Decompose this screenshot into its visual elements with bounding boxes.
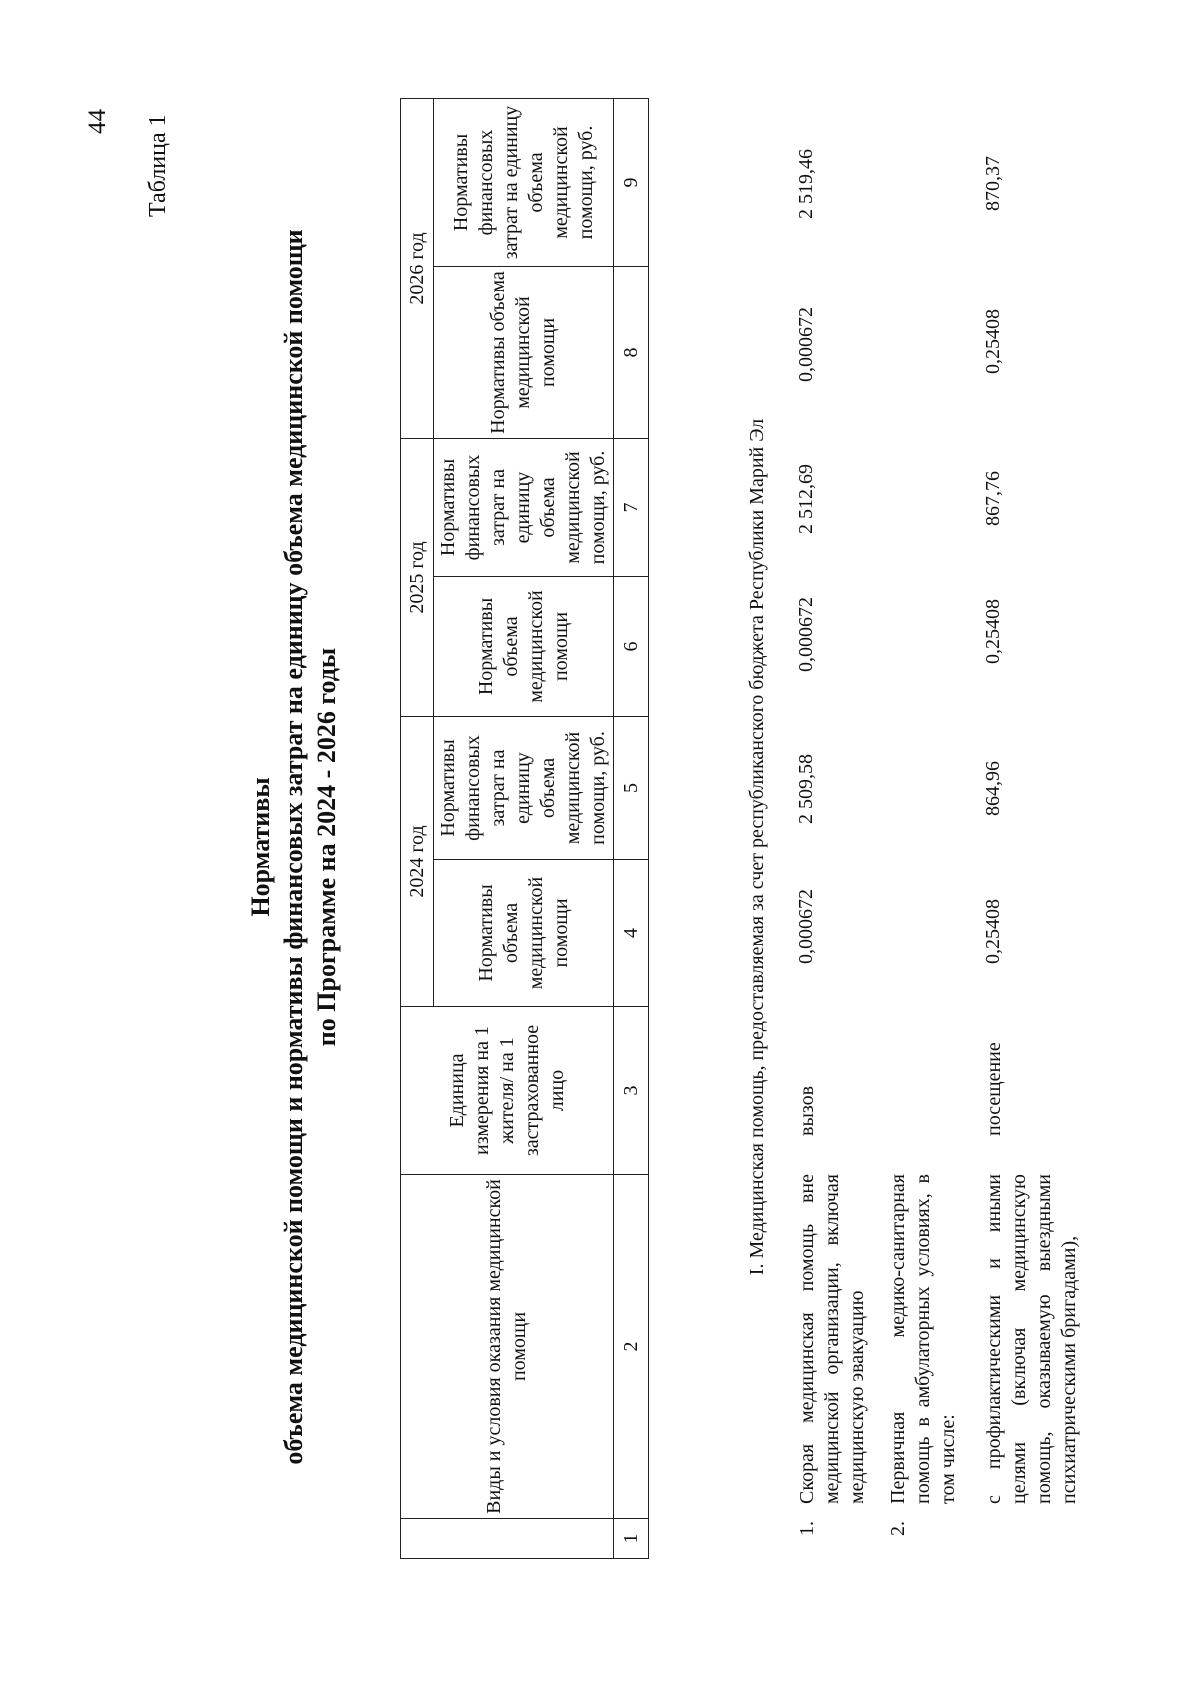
value-cost-2025: 867,76	[982, 471, 1004, 526]
value-volume-2024: 0,25408	[982, 899, 1004, 964]
value-cost-2025: 2 512,69	[795, 464, 817, 534]
value-volume-2025: 0,000672	[795, 597, 817, 672]
column-number: 8	[614, 267, 649, 439]
header-volume-2025: Нормативы объема медицинской помощи	[434, 577, 614, 717]
value-cost-2026: 870,37	[982, 156, 1004, 211]
norms-table-header	[400, 98, 649, 1559]
column-number: 2	[614, 1175, 649, 1519]
header-year-2025: 2025 год	[401, 439, 434, 717]
value-cost-2026: 2 519,46	[795, 149, 817, 219]
header-year-2026: 2026 год	[401, 99, 434, 439]
column-number: 4	[614, 860, 649, 1007]
value-cost-2024: 864,96	[982, 761, 1004, 816]
row-name: Первичная медико-санитарная помощь в амбулаторных условиях, в том числе:	[887, 1174, 959, 1504]
value-volume-2024: 0,000672	[795, 889, 817, 964]
page-number: 44	[84, 109, 111, 134]
column-number: 7	[614, 439, 649, 577]
column-number: 1	[614, 1519, 649, 1559]
row-number: 1.	[796, 1521, 818, 1536]
column-number: 3	[614, 1007, 649, 1175]
header-volume-2026: Нормативы объема медицинской помощи	[434, 267, 614, 439]
title-line-1: Нормативы	[246, 777, 275, 917]
table-label: Таблица 1	[145, 114, 171, 217]
column-number: 6	[614, 577, 649, 717]
header-cost-2025: Нормативы финансовых затрат на единицу объема медицинской помощи, руб.	[434, 439, 614, 577]
header-cost-2024: Нормативы финансовых затрат на единицу объема медицинской помощи, руб.	[434, 717, 614, 860]
header-kinds: Виды и условия оказания медицинской помощи	[401, 1175, 614, 1519]
value-volume-2026: 0,25408	[982, 309, 1004, 374]
header-year-2024: 2024 год	[401, 717, 434, 1007]
title-line-2: объема медицинской помощи и нормативы финансовых затрат на единицу объема медицинской помощи	[279, 229, 308, 1465]
value-volume-2025: 0,25408	[982, 599, 1004, 664]
header-cost-2026: Нормативы финансовых затрат на единицу объема медицинской помощи, руб.	[434, 99, 614, 267]
row-name: Скорая медицинская помощь вне медицинской организации, включая медицинскую эвакуацию	[796, 1174, 868, 1504]
column-number: 9	[614, 99, 649, 267]
row-number: 2.	[887, 1521, 909, 1536]
row-name: с профилактическими и иными целями (включая медицинскую помощь, оказываемую выездными психиатрическими бригадами),	[983, 1174, 1080, 1504]
header-volume-2024: Нормативы объема медицинской помощи	[434, 860, 614, 1007]
value-volume-2026: 0,000672	[795, 307, 817, 382]
row-unit: посещение	[983, 1042, 1005, 1136]
header-col-index	[401, 1519, 614, 1559]
title-line-3: по Программе на 2024 - 2026 годы	[312, 647, 341, 1047]
row-unit: вызов	[796, 1085, 818, 1136]
header-unit: Единица измерения на 1 жителя/ на 1 застрахованное лицо	[401, 1007, 614, 1175]
section-title: I. Медицинская помощь, предоставляемая за счет республиканского бюджета Республики Марий Эл	[746, 418, 768, 1276]
value-cost-2024: 2 509,58	[795, 754, 817, 824]
column-number: 5	[614, 717, 649, 860]
